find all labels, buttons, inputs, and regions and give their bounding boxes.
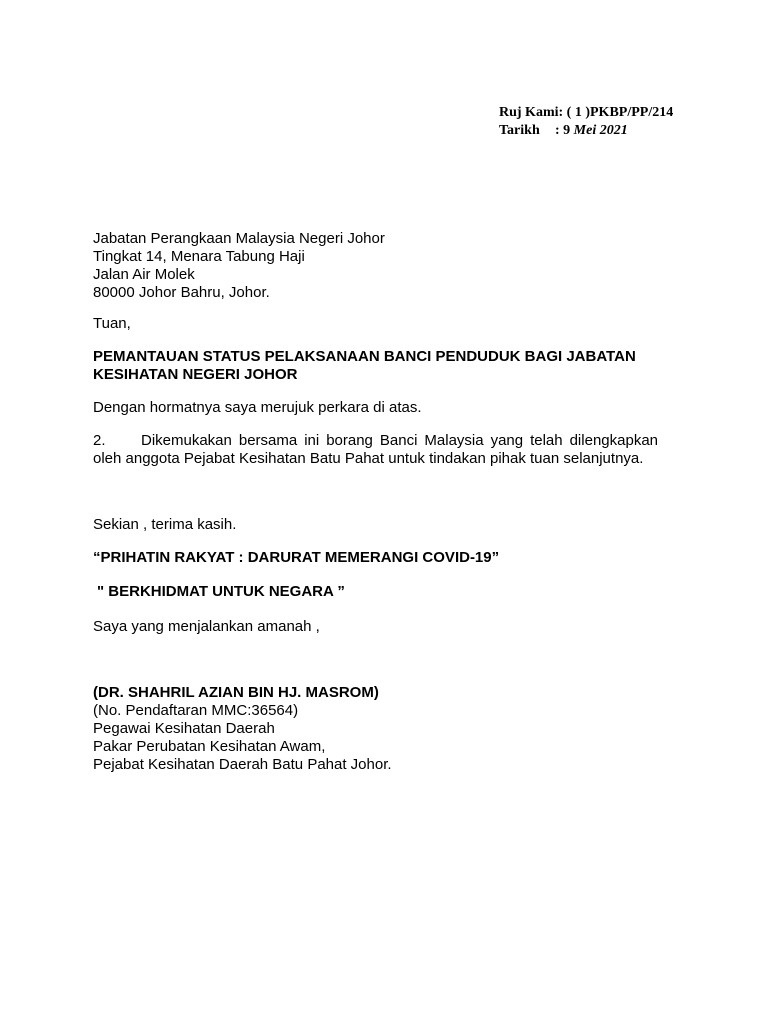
address-line-1: Jabatan Perangkaan Malaysia Negeri Johor [93,230,385,247]
signatory-block [93,684,658,774]
closing-remark: Sekian , terima kasih. [93,516,237,533]
reference-block [499,104,673,140]
slogan-berkhidmat: " BERKHIDMAT UNTUK NEGARA ” [97,583,345,600]
tarikh-separator: : [555,123,560,138]
paragraph-number: 2. [93,432,106,449]
amanah-line: Saya yang menjalankan amanah , [93,618,320,635]
tarikh-label: Tarikh [499,123,540,138]
recipient-address [93,230,658,302]
slogan-prihatin: “PRIHATIN RAKYAT : DARURAT MEMERANGI COVID-19” [93,549,500,566]
tarikh-day: 9 [563,123,571,138]
address-line-2: Tingkat 14, Menara Tabung Haji [93,248,305,265]
signatory-title-1: Pegawai Kesihatan Daerah [93,720,275,737]
paragraph-2-text: Dikemukakan bersama ini borang Banci Malaysia yang telah dilengkapkan oleh anggota Pejabat Kesihatan Batu Pahat untuk tindakan pihak tuan selanjutnya. [93,432,658,467]
salutation: Tuan, [93,315,131,332]
tarikh-row [499,122,673,140]
tarikh-month-year: Mei 2021 [573,123,628,138]
signatory-name: (DR. SHAHRIL AZIAN BIN HJ. MASROM) [93,684,379,701]
address-line-4: 80000 Johor Bahru, Johor. [93,284,270,301]
signatory-office: Pejabat Kesihatan Daerah Batu Pahat Johor. [93,756,392,773]
intro-paragraph: Dengan hormatnya saya merujuk perkara di atas. [93,399,422,416]
signatory-registration: (No. Pendaftaran MMC:36564) [93,702,299,719]
ruj-kami-label: Ruj Kami: [499,105,564,120]
ruj-kami-row [499,104,673,122]
ruj-kami-value: ( 1 )PKBP/PP/214 [566,105,674,120]
letter-subject: PEMANTAUAN STATUS PELAKSANAAN BANCI PENDUDUK BAGI JABATAN KESIHATAN NEGERI JOHOR [93,348,636,383]
address-line-3: Jalan Air Molek [93,266,195,283]
signatory-title-2: Pakar Perubatan Kesihatan Awam, [93,738,326,755]
paragraph-2 [93,432,658,468]
